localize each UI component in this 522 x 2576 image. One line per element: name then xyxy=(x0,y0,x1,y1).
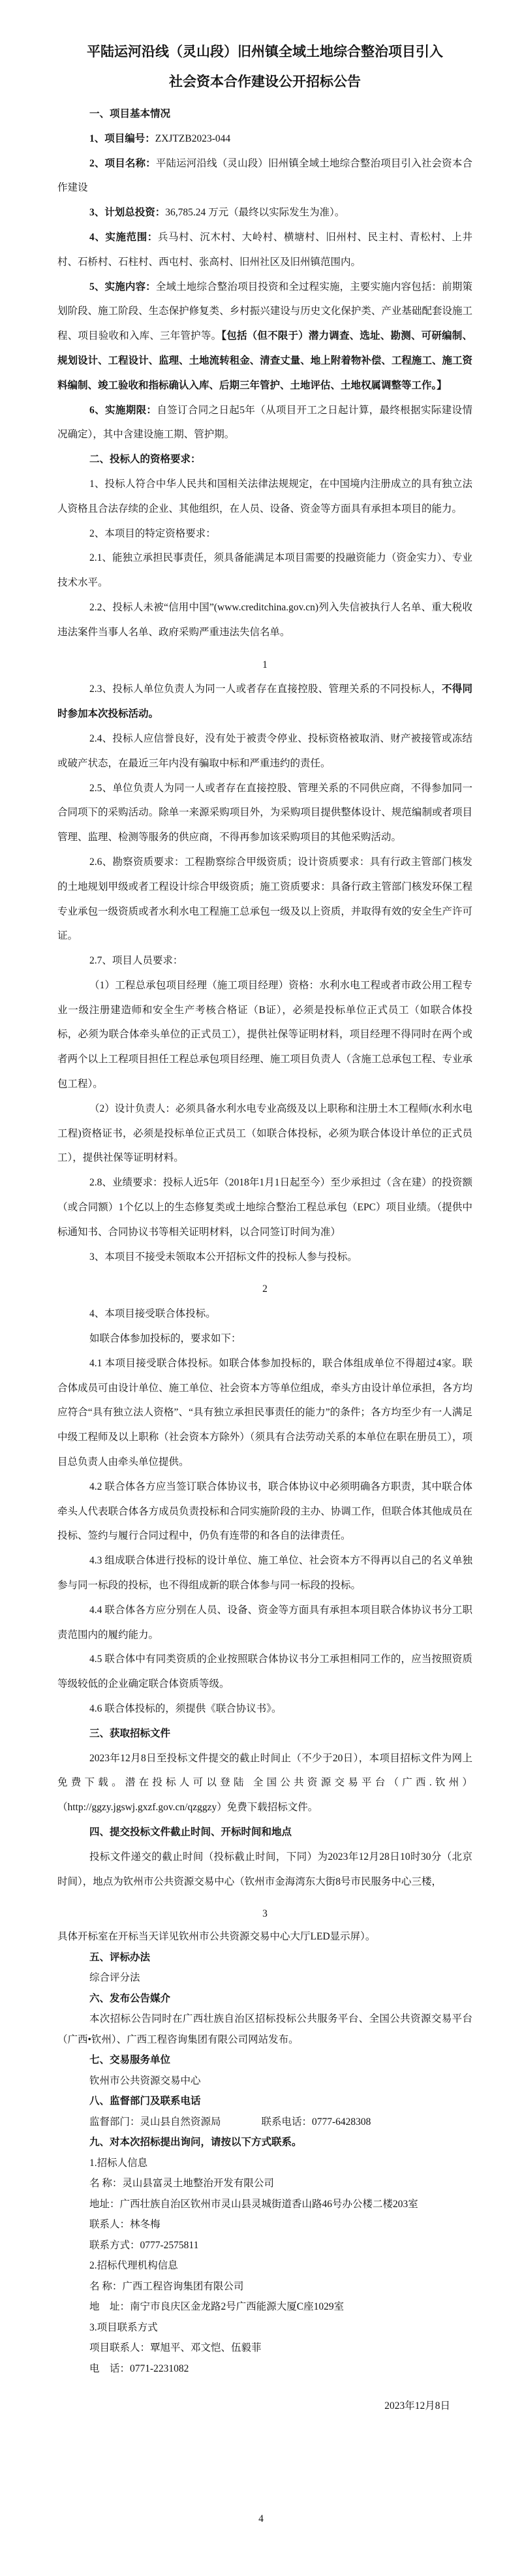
document-title-line-2: 社会资本合作建设公开招标公告 xyxy=(169,74,361,89)
text-run: 钦州市公共资源交易中心 xyxy=(89,2075,201,2086)
text-run: 兵马村、沉木村、大岭村、横塘村、旧州村、民主村、青松村、上井村、石桥村、石柱村、西屯村、张高村、旧州社区及旧州镇范围内。 xyxy=(57,231,472,268)
text-run: 4.2 联合体各方应当签订联合体协议书，联合体协议中必须明确各方职责，其中联合体牵头人代表联合体各方成员负责投标和合同实施阶段的主办、协调工作，但联合体其他成员在投标、签约与履行合同过程中，仍负有连带的和各自的法律责任。 xyxy=(57,1481,472,1542)
paragraph xyxy=(57,850,472,949)
section-heading xyxy=(57,447,472,472)
bold-text-run: 3、计划总投资： xyxy=(89,207,166,219)
text-run: 地 址：南宁市良庆区金龙路2号广西能源大厦C座1029室 xyxy=(89,2301,345,2313)
bold-text-run: 七、交易服务单位 xyxy=(89,2054,171,2066)
bold-text-run: 三、获取招标文件 xyxy=(89,1727,171,1739)
document-body xyxy=(57,102,472,2417)
bold-text-run: 六、发布公告媒介 xyxy=(89,1992,171,2004)
paragraph xyxy=(57,398,472,448)
paragraph xyxy=(57,2214,472,2235)
text-run: 2.4、投标人应信誉良好，没有处于被责令停业、投标资格被取消、财产被接管或冻结或破产状态，在最近三年内没有骗取中标和严重违约的责任。 xyxy=(57,732,472,769)
text-run: 4.3 组成联合体进行投标的设计单位、施工单位、社会资本方不得再以自己的名义单独参与同一标段的投标，也不得组成新的联合体参与同一标段的投标。 xyxy=(57,1555,472,1592)
paragraph xyxy=(57,776,472,850)
text-run: 本次招标公告同时在广西壮族自治区招标投标公共服务平台、全国公共资源交易平台（广西•钦州）、广西工程咨询集团有限公司网站发布。 xyxy=(57,2013,472,2045)
paragraph xyxy=(57,1845,472,1894)
page-number: 1 xyxy=(262,659,268,670)
text-run: 投标文件递交的截止时间（投标截止时间，下同）为2023年12月28日10时30分（北京时间），地点为钦州市公共资源交易中心（钦州市金海湾东大街8号市民服务中心三楼， xyxy=(57,1851,472,1887)
section-heading xyxy=(57,1721,472,1746)
section-heading xyxy=(57,1988,472,2009)
bold-text-run: 四、提交投标文件截止时间、开标时间和地点 xyxy=(89,1826,292,1838)
paragraph xyxy=(57,2071,472,2092)
paragraph xyxy=(57,1302,472,1327)
paragraph xyxy=(57,275,472,398)
bold-text-run: 八、监督部门及联系电话 xyxy=(89,2096,201,2107)
paragraph xyxy=(57,727,472,776)
document-title-line-1: 平陆运河沿线（灵山段）旧州镇全域土地综合整治项目引入 xyxy=(87,44,443,59)
section-heading xyxy=(57,2132,472,2153)
text-run: 项目联系人：覃旭平、邓文恺、伍毅菲 xyxy=(89,2342,262,2354)
paragraph xyxy=(57,1647,472,1697)
bold-text-run: 6、实施期限： xyxy=(89,404,157,416)
text-run: 4.4 联合体各方应分别在人员、设备、资金等方面具有承担本项目联合体协议书分工职责范围内的履约能力。 xyxy=(57,1604,472,1641)
bold-text-run: 二、投标人的资格要求： xyxy=(89,454,201,465)
bold-text-run: 2、项目名称： xyxy=(89,157,156,169)
text-run: 4.1 本项目接受联合体投标。如联合体参加投标的，联合体组成单位不得超过4家。联合体成员可由设计单位、施工单位、社会资本方等单位组成，牵头方由设计单位承担，各方均应符合“具有独立法人资格”、“具有独立承担民事责任的能力”的条件；各方均至少有一人满足中级工程师及以上职称（社会资本方除外）（须具有合法劳动关系的本单位在职在册员工），项目总负责人由牵头单位提供。 xyxy=(57,1357,472,1468)
text-run: 监督部门：灵山县自然资源局 联系电话：0777-6428308 xyxy=(89,2116,371,2128)
paragraph xyxy=(57,1351,472,1475)
paragraph xyxy=(57,546,472,595)
text-run: 2.1、能独立承担民事责任，须具备能满足本项目需要的投融资能力（资金实力）、专业技术水平。 xyxy=(57,552,472,589)
paragraph xyxy=(57,2194,472,2215)
text-run: 3、本项目不接受未领取本公开招标文件的投标人参与投标。 xyxy=(89,1251,358,1263)
text-run: 1.招标人信息 xyxy=(89,2157,148,2169)
page-number: 3 xyxy=(262,1908,268,1920)
text-run: 2.2、投标人未被“信用中国”(www.creditchina.gov.cn)列入失信被执行人名单、重大税收违法案件当事人名单、政府采购严重违法失信名单。 xyxy=(57,601,472,638)
bold-text-run: 九、对本次招标提出询问，请按以下方式联系。 xyxy=(89,2137,302,2148)
paragraph xyxy=(57,1245,472,1270)
text-run: 2023年12月8日 xyxy=(384,2400,450,2412)
bold-text-run: 5、实施内容： xyxy=(89,281,156,292)
paragraph xyxy=(57,472,472,522)
text-run: 名 称：广西工程咨询集团有限公司 xyxy=(89,2280,244,2292)
paragraph xyxy=(57,1327,472,1351)
text-run: 电 话：0771-2231082 xyxy=(89,2363,189,2374)
paragraph xyxy=(57,1548,472,1598)
text-run: 名 称：灵山县富灵土地整治开发有限公司 xyxy=(89,2178,274,2190)
text-run: 全域土地综合整治项目投资和全过程实施，主要实施内容包括：前期策划阶段、施工阶段、生态保护修复类、乡村振兴建设与历史文化保护类、产业基础配套设施工程、项目验收和入库、三年管护等。 xyxy=(57,281,472,342)
text-run: 2.3、投标人单位负责人为同一人或者存在直接控股、管理关系的不同投标人， xyxy=(89,683,442,695)
text-run: （1）工程总承包项目经理（施工项目经理）资格：水利水电工程或者市政公用工程专业一级注册建造师和安全生产考核合格证（B证），必须是投标单位正式员工（如联合体投标，必须为联合体牵头单位的正式员工），提供社保等证明材料，项目经理不得同时在两个或者两个以上工程项目担任工程总承包项目经理、施工项目负责人（含施工总承包工程、专业承包工程）。 xyxy=(57,979,472,1090)
page-number: 2 xyxy=(262,1283,268,1295)
paragraph xyxy=(57,1968,472,1988)
paragraph xyxy=(57,949,472,973)
section-heading xyxy=(57,2050,472,2071)
text-run: ZXJTZB2023-044 xyxy=(155,133,231,144)
text-run: （2）设计负责人：必须具备水利水电专业高级及以上职称和注册土木工程师(水利水电工程)资格证书，必须是投标单位正式员工（如联合体投标，必须为联合体设计单位的正式员工），提供社保等证明材料。 xyxy=(57,1103,472,1164)
text-run: 1、投标人符合中华人民共和国相关法律法规规定，在中国境内注册成立的具有独立法人资格且合法存续的企业、其他组织，在人员、设备、资金等方面具有承担本项目的能力。 xyxy=(57,478,472,514)
text-run: 联系人：林冬梅 xyxy=(89,2219,161,2231)
paragraph xyxy=(57,2338,472,2359)
text-run: 2.8、业绩要求：投标人近5年（2018年1月1日起至今）至少承担过（含在建）的投资额（或合同额）1个亿以上的生态修复类或土地综合整治工程总承包（EPC）项目业绩。（提供中标通知书、合同协议书等相关证明材料，以合同签订时间为准） xyxy=(57,1177,472,1238)
paragraph xyxy=(57,2359,472,2380)
text-run: 2.6、勘察资质要求：工程勘察综合甲级资质；设计资质要求：具有行政主管部门核发的土地规划甲级或者工程设计综合甲级资质；施工资质要求：具备行政主管部门核发环保工程专业承包一级资质或者水利水电工程施工总承包一级及以上资质，并取得有效的安全生产许可证。 xyxy=(57,856,472,942)
text-run: 3.项目联系方式 xyxy=(89,2321,158,2333)
paragraph xyxy=(57,2276,472,2297)
text-run: 4、本项目接受联合体投标。 xyxy=(89,1308,216,1320)
section-heading xyxy=(57,2091,472,2112)
paragraph xyxy=(57,2297,472,2317)
bold-text-run: 1、项目编号： xyxy=(89,133,155,144)
paragraph xyxy=(57,225,472,275)
paragraph xyxy=(57,2173,472,2194)
paragraph xyxy=(57,1598,472,1648)
text-run: 2.招标代理机构信息 xyxy=(89,2260,178,2272)
section-heading xyxy=(57,1947,472,1968)
paragraph xyxy=(57,1170,472,1244)
text-run: 36,785.24 万元（最终以实际发生为准）。 xyxy=(165,207,345,219)
text-run: 综合评分法 xyxy=(89,1972,140,1984)
document-date xyxy=(57,2396,472,2417)
bold-text-run: 五、评标办法 xyxy=(89,1951,151,1963)
text-run: 具体开标室在开标当天详见钦州市公共资源交易中心大厅LED显示屏）。 xyxy=(57,1931,376,1943)
text-run: 地址：广西壮族自治区钦州市灵山县灵城街道香山路46号办公楼二楼203室 xyxy=(89,2198,418,2210)
paragraph xyxy=(57,2317,472,2338)
paragraph xyxy=(57,1097,472,1170)
paragraph xyxy=(57,1746,472,1820)
section-heading xyxy=(57,1820,472,1845)
page-number: 4 xyxy=(258,2513,264,2524)
paragraph xyxy=(57,151,472,201)
text-run: 如联合体参加投标的，要求如下： xyxy=(89,1333,241,1345)
text-run: 联系方式：0777-2575811 xyxy=(89,2239,199,2251)
paragraph xyxy=(57,2112,472,2133)
text-run: 4.5 联合体中有同类资质的企业按照联合体协议书分工承担相同工作的，应当按照资质等级较低的企业确定联合体资质等级。 xyxy=(57,1654,472,1690)
text-run: 4.6 联合体投标的，须提供《联合协议书》。 xyxy=(89,1703,282,1714)
text-run: 2.7、项目人员要求： xyxy=(89,955,183,967)
paragraph xyxy=(57,1697,472,1721)
text-run: 自签订合同之日起5年（从项目开工之日起计算，最终根据实际建设情况确定），其中含建设施工期、管护期。 xyxy=(57,404,472,441)
text-run: 2、本项目的特定资格要求： xyxy=(89,527,216,539)
bold-text-run: 【包括（但不限于）潜力调查、选址、勘测、可研编制、规划设计、工程设计、监理、土地流转租金、清查丈量、地上附着物补偿、工程施工、施工资料编制、竣工验收和指标确认入库、后期三年管护、土地评估、土地权属调整等工作。】 xyxy=(57,330,472,391)
text-run: 2023年12月8日至投标文件提交的截止时间止（不少于20日），本项目招标文件为网上免费下载。潜在投标人可以登陆 全国公共资源交易平台（广西.钦州）（http://ggzy.jgswj.gxzf.gov.cn/qzggzy）免费下载招标文件。 xyxy=(57,1752,472,1814)
text-run: 平陆运河沿线（灵山段）旧州镇全域土地综合整治项目引入社会资本合作建设 xyxy=(57,157,472,194)
paragraph xyxy=(57,677,472,727)
paragraph xyxy=(57,1926,472,1947)
paragraph xyxy=(57,595,472,645)
paragraph xyxy=(57,200,472,225)
paragraph xyxy=(57,2235,472,2256)
text-run: 2.5、单位负责人为同一人或者存在直接控股、管理关系的不同供应商，不得参加同一合同项下的采购活动。除单一来源采购项目外，为采购项目提供整体设计、规范编制或者项目管理、监理、检测等服务的供应商，不得再参加该采购项目的其他采购活动。 xyxy=(57,782,472,843)
paragraph xyxy=(57,127,472,151)
bold-text-run: 不得同时参加本次投标活动。 xyxy=(57,683,472,720)
paragraph xyxy=(57,2153,472,2174)
paragraph xyxy=(57,2009,472,2050)
section-heading xyxy=(57,102,472,127)
paragraph xyxy=(57,2255,472,2276)
bold-text-run: 4、实施范围： xyxy=(89,231,158,243)
bold-text-run: 一、项目基本情况 xyxy=(89,108,171,119)
paragraph xyxy=(57,1475,472,1548)
paragraph xyxy=(57,522,472,546)
paragraph xyxy=(57,973,472,1097)
